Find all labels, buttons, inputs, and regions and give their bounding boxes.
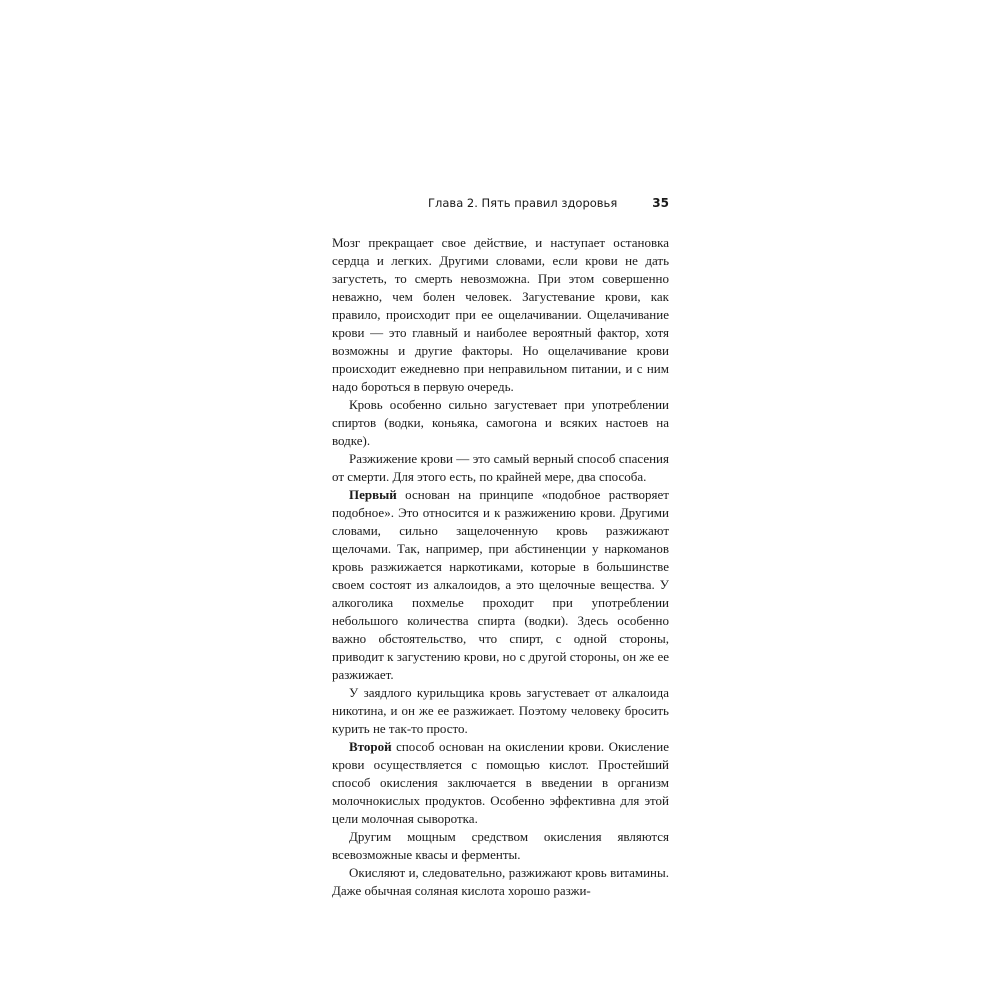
paragraph [332, 450, 669, 486]
paragraph [332, 396, 669, 450]
running-head: Глава 2. Пять правил здоровья [428, 196, 618, 210]
paragraph-text: Окисляют и, следовательно, разжижают кровь витамины. Даже обычная соляная кислота хорошо разжи- [332, 865, 669, 898]
paragraph [332, 864, 669, 900]
body-text [332, 234, 669, 900]
page-header [332, 196, 669, 214]
paragraph-lead: Первый [349, 487, 397, 502]
page-number: 35 [652, 196, 669, 210]
paragraph-lead: Второй [349, 739, 392, 754]
paragraph-text: основан на принципе «подобное растворяет подобное». Это относится и к разжижению крови. Другими словами, сильно защелоченную кровь разжижают щелочами. Так, например, при абстиненции у наркоманов кровь разжижается наркотиками, которые в большинстве своем состоят из алкалоидов, а это щелочные вещества. У алкоголика похмелье проходит при употреблении небольшого количества спирта (водки). Здесь особенно важно обстоятельство, что спирт, с одной стороны, приводит к загустению крови, но с другой стороны, он же ее разжижает. [332, 487, 669, 682]
paragraph [332, 738, 669, 828]
paragraph-text: Мозг прекращает свое действие, и наступает остановка сердца и легких. Другими словами, если крови не дать загустеть, то смерть невозможна. При этом совершенно неважно, чем болен человек. Загустевание крови, как правило, происходит при ее ощелачивании. Ощелачивание крови — это главный и наиболее вероятный фактор, хотя возможны и другие факторы. Но ощелачивание крови происходит ежедневно при неправильном питании, и с ним надо бороться в первую очередь. [332, 235, 669, 394]
paragraph-text: способ основан на окислении крови. Окисление крови осуществляется с помощью кислот. Простейший способ окисления заключается в введении в организм молочнокислых продуктов. Особенно эффективна для этой цели молочная сыворотка. [332, 739, 669, 826]
paragraph [332, 234, 669, 396]
paragraph-text: Другим мощным средством окисления являются всевозможные квасы и ферменты. [332, 829, 669, 862]
paragraph [332, 684, 669, 738]
paragraph-text: У заядлого курильщика кровь загустевает от алкалоида никотина, и он же ее разжижает. Поэтому человеку бросить курить не так-то просто. [332, 685, 669, 736]
paragraph [332, 828, 669, 864]
paragraph [332, 486, 669, 684]
paragraph-text: Разжижение крови — это самый верный способ спасения от смерти. Для этого есть, по крайней мере, два способа. [332, 451, 669, 484]
paragraph-text: Кровь особенно сильно загустевает при употреблении спиртов (водки, коньяка, самогона и всяких настоев на водке). [332, 397, 669, 448]
